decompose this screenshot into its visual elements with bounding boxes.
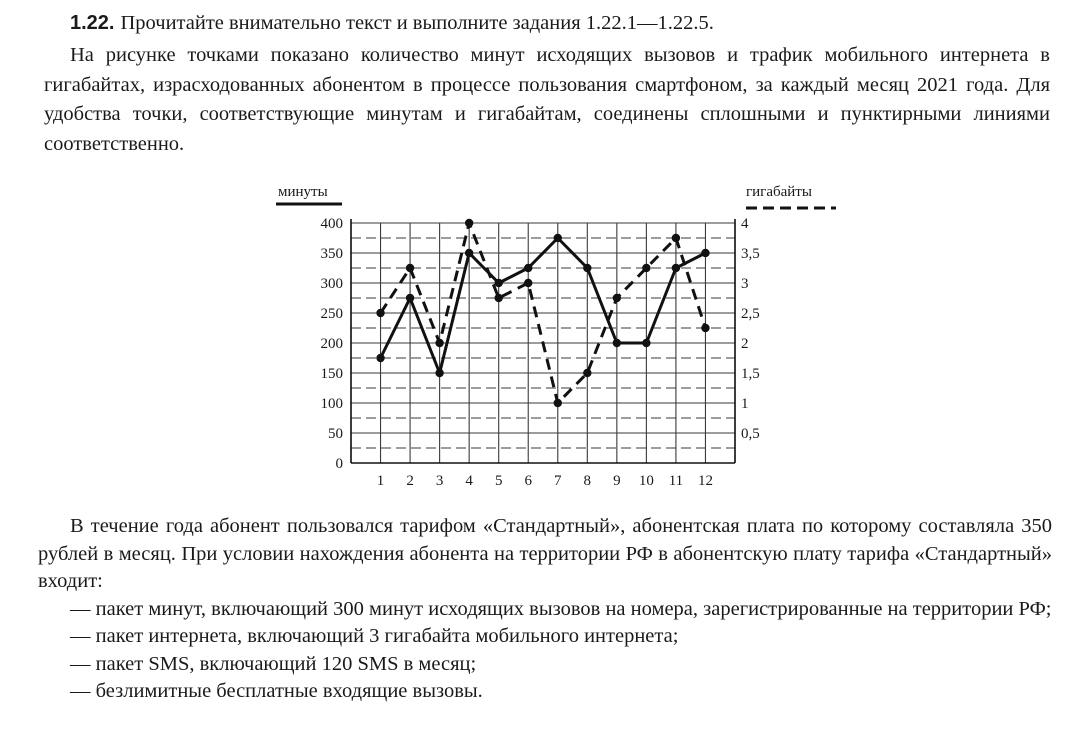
left-tick-label: 250: [320, 306, 343, 322]
x-tick-label: 10: [638, 473, 654, 489]
x-tick-label: 2: [406, 473, 414, 489]
right-tick-label: 3,5: [741, 246, 760, 262]
minutes-point: [583, 264, 591, 272]
gigabytes-point: [406, 264, 414, 272]
right-tick-label: 2,5: [741, 306, 760, 322]
x-tick-label: 4: [465, 473, 473, 489]
right-axis-label: гигабайты: [746, 184, 812, 200]
minutes-point: [376, 354, 384, 362]
minutes-point: [701, 249, 709, 257]
left-tick-label: 100: [320, 396, 343, 412]
gigabytes-point: [524, 279, 532, 287]
gigabytes-point: [583, 369, 591, 377]
gigabytes-point: [554, 399, 562, 407]
x-tick-label: 3: [435, 473, 444, 489]
problem-intro: На рисунке точками показано количество минут исходящих вызовов и трафик мобильного интернета в гигабайтах, израсходованных абонентом в процессе пользования смартфоном, за каждый месяц 2021 года. Для удобства точки, соответствующие минутам и гигабайтам, соединены сплошными и пунктирными линиями соответственно.: [44, 44, 1050, 155]
tariff-item-incoming: — безлимитные бесплатные входящие вызовы.: [70, 680, 483, 702]
right-tick-label: 4: [741, 216, 749, 232]
left-tick-label: 350: [320, 246, 343, 262]
left-tick-label: 50: [328, 426, 343, 442]
gigabytes-point: [701, 324, 709, 332]
x-tick-label: 7: [554, 473, 562, 489]
right-tick-label: 2: [741, 336, 749, 352]
problem-title: [70, 10, 1060, 37]
x-tick-label: 1: [376, 473, 385, 489]
right-tick-label: 1: [741, 396, 749, 412]
problem-title-text: Прочитайте внимательно текст и выполните задания 1.22.1—1.22.5.: [120, 12, 714, 34]
minutes-point: [613, 339, 621, 347]
gigabytes-point: [613, 294, 621, 302]
tariff-paragraph: В течение года абонент пользовался тарифом «Стандартный», абонентская плата по которому составляла 350 рублей в месяц. При условии нахождения абонента на территории РФ в абонентскую плату тарифа «Стандартный» входит:: [38, 515, 1052, 592]
left-axis-label: минуты: [278, 184, 328, 200]
usage-chart: [270, 170, 850, 500]
minutes-point: [672, 264, 680, 272]
left-tick-label: 200: [320, 336, 343, 352]
minutes-point: [494, 279, 502, 287]
minutes-point: [435, 369, 443, 377]
chart-axes: [351, 219, 735, 463]
minutes-point: [406, 294, 414, 302]
right-tick-label: 3: [741, 276, 749, 292]
problem-number: 1.22.: [70, 12, 115, 34]
minutes-point: [524, 264, 532, 272]
x-tick-label: 11: [668, 473, 684, 489]
x-tick-label: 9: [613, 473, 621, 489]
right-tick-label: 1,5: [741, 366, 760, 382]
tariff-item-internet: — пакет интернета, включающий 3 гигабайта мобильного интернета;: [70, 625, 679, 647]
tariff-item-sms: — пакет SMS, включающий 120 SMS в месяц;: [70, 652, 477, 675]
gigabytes-point: [465, 219, 473, 227]
tariff-item-minutes: — пакет минут, включающий 300 минут исходящих вызовов на номера, зарегистрированные на территории РФ;: [70, 597, 1052, 620]
left-tick-label: 400: [320, 216, 343, 232]
tariff-conditions: [38, 513, 1052, 706]
gigabytes-point: [376, 309, 384, 317]
x-tick-label: 12: [697, 473, 713, 489]
minutes-point: [554, 234, 562, 242]
gigabytes-point: [494, 294, 502, 302]
x-tick-label: 6: [524, 473, 532, 489]
left-tick-label: 150: [320, 366, 343, 382]
left-tick-label: 300: [320, 276, 343, 292]
gigabytes-point: [672, 234, 680, 242]
gigabytes-point: [642, 264, 650, 272]
chart-labels: [276, 184, 836, 489]
left-tick-label: 0: [335, 456, 343, 472]
x-tick-label: 8: [583, 473, 592, 489]
minutes-point: [642, 339, 650, 347]
right-tick-label: 0,5: [741, 426, 760, 442]
gigabytes-point: [435, 339, 443, 347]
minutes-point: [465, 249, 473, 257]
x-tick-label: 5: [494, 473, 503, 489]
